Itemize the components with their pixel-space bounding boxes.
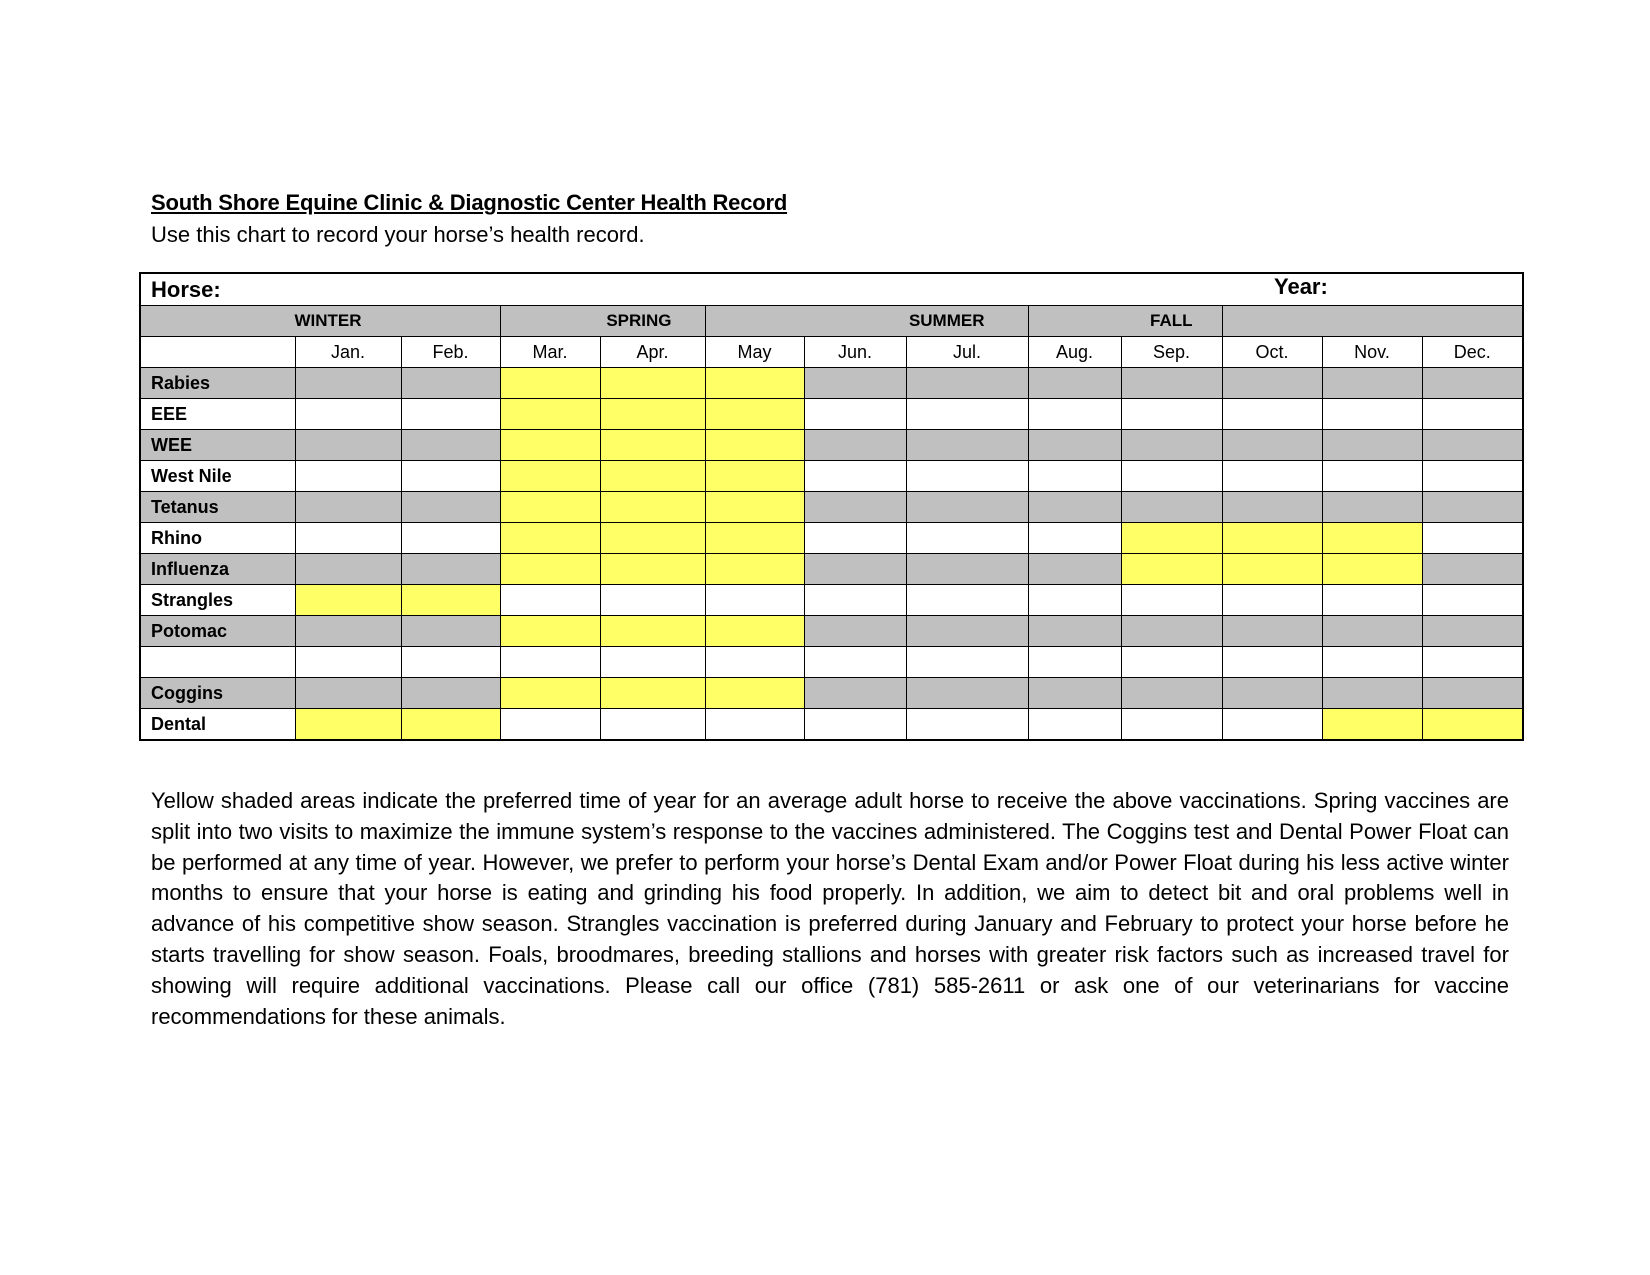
preferred-month-cell[interactable] xyxy=(500,430,600,461)
row-label: WEE xyxy=(140,430,295,461)
record-cell[interactable] xyxy=(804,430,906,461)
preferred-month-cell[interactable] xyxy=(600,616,705,647)
record-cell[interactable] xyxy=(1028,678,1121,709)
record-cell[interactable] xyxy=(1322,492,1422,523)
record-cell[interactable] xyxy=(804,368,906,399)
record-cell[interactable] xyxy=(1028,492,1121,523)
record-cell[interactable] xyxy=(1222,647,1322,678)
record-cell[interactable] xyxy=(1322,461,1422,492)
record-cell[interactable] xyxy=(1121,430,1222,461)
row-label: Tetanus xyxy=(140,492,295,523)
preferred-month-cell[interactable] xyxy=(600,399,705,430)
record-cell[interactable] xyxy=(1121,709,1222,741)
season-winter: WINTER xyxy=(140,306,500,337)
row-label: Coggins xyxy=(140,678,295,709)
preferred-month-cell[interactable] xyxy=(705,461,804,492)
record-cell[interactable] xyxy=(1121,368,1222,399)
header-row xyxy=(140,273,1523,306)
preferred-month-cell[interactable] xyxy=(1121,554,1222,585)
record-cell[interactable] xyxy=(1422,461,1523,492)
record-cell[interactable] xyxy=(401,554,500,585)
record-cell[interactable] xyxy=(804,647,906,678)
record-cell[interactable] xyxy=(906,430,1028,461)
table-row xyxy=(140,616,1523,647)
record-cell[interactable] xyxy=(804,492,906,523)
record-cell[interactable] xyxy=(906,647,1028,678)
document-title: South Shore Equine Clinic & Diagnostic Center Health Record xyxy=(151,190,788,215)
row-label: Strangles xyxy=(140,585,295,616)
preferred-month-cell[interactable] xyxy=(600,523,705,554)
record-cell[interactable] xyxy=(705,585,804,616)
row-label xyxy=(140,647,295,678)
horse-label: Horse: xyxy=(151,276,221,302)
record-cell[interactable] xyxy=(1028,616,1121,647)
record-cell[interactable] xyxy=(804,709,906,741)
record-cell[interactable] xyxy=(906,709,1028,741)
record-cell[interactable] xyxy=(906,585,1028,616)
record-cell[interactable] xyxy=(600,585,705,616)
table-row xyxy=(140,430,1523,461)
record-cell[interactable] xyxy=(1422,430,1523,461)
month-jun: Jun. xyxy=(804,337,906,368)
preferred-month-cell[interactable] xyxy=(1121,523,1222,554)
record-cell[interactable] xyxy=(401,678,500,709)
preferred-month-cell[interactable] xyxy=(705,399,804,430)
table-row xyxy=(140,461,1523,492)
record-cell[interactable] xyxy=(804,523,906,554)
record-cell[interactable] xyxy=(1028,523,1121,554)
table-row xyxy=(140,585,1523,616)
record-cell[interactable] xyxy=(1422,585,1523,616)
record-cell[interactable] xyxy=(804,399,906,430)
record-cell[interactable] xyxy=(401,616,500,647)
record-cell[interactable] xyxy=(1222,492,1322,523)
month-mar: Mar. xyxy=(500,337,600,368)
record-cell[interactable] xyxy=(1121,585,1222,616)
preferred-month-cell[interactable] xyxy=(500,616,600,647)
record-cell[interactable] xyxy=(804,678,906,709)
month-aug: Aug. xyxy=(1028,337,1121,368)
record-cell[interactable] xyxy=(1422,492,1523,523)
month-nov: Nov. xyxy=(1322,337,1422,368)
table-row xyxy=(140,554,1523,585)
preferred-month-cell[interactable] xyxy=(1322,523,1422,554)
record-cell[interactable] xyxy=(1222,709,1322,741)
record-cell[interactable] xyxy=(1028,554,1121,585)
record-cell[interactable] xyxy=(1121,492,1222,523)
record-cell[interactable] xyxy=(295,492,401,523)
record-cell[interactable] xyxy=(1121,647,1222,678)
row-label: Rabies xyxy=(140,368,295,399)
record-cell[interactable] xyxy=(1222,399,1322,430)
record-cell[interactable] xyxy=(295,523,401,554)
record-cell[interactable] xyxy=(906,368,1028,399)
record-cell[interactable] xyxy=(401,492,500,523)
table-row xyxy=(140,399,1523,430)
row-label: West Nile xyxy=(140,461,295,492)
season-spring: SPRING xyxy=(500,306,705,337)
record-cell[interactable] xyxy=(500,647,600,678)
record-cell[interactable] xyxy=(1422,523,1523,554)
season-summer: SUMMER xyxy=(705,306,1028,337)
record-cell[interactable] xyxy=(906,461,1028,492)
table-row xyxy=(140,709,1523,741)
preferred-month-cell[interactable] xyxy=(600,492,705,523)
record-cell[interactable] xyxy=(1322,678,1422,709)
health-record-table xyxy=(139,272,1524,741)
record-cell[interactable] xyxy=(1322,430,1422,461)
record-cell[interactable] xyxy=(1121,616,1222,647)
record-cell[interactable] xyxy=(906,523,1028,554)
record-cell[interactable] xyxy=(295,430,401,461)
preferred-month-cell[interactable] xyxy=(500,461,600,492)
record-cell[interactable] xyxy=(705,709,804,741)
preferred-month-cell[interactable] xyxy=(705,430,804,461)
record-cell[interactable] xyxy=(1028,461,1121,492)
record-cell[interactable] xyxy=(906,554,1028,585)
record-cell[interactable] xyxy=(1028,430,1121,461)
record-cell[interactable] xyxy=(1028,585,1121,616)
preferred-month-cell[interactable] xyxy=(705,554,804,585)
record-cell[interactable] xyxy=(1028,709,1121,741)
preferred-month-cell[interactable] xyxy=(500,368,600,399)
preferred-month-cell[interactable] xyxy=(401,585,500,616)
record-cell[interactable] xyxy=(600,709,705,741)
record-cell[interactable] xyxy=(906,492,1028,523)
preferred-month-cell[interactable] xyxy=(600,678,705,709)
record-cell[interactable] xyxy=(1222,678,1322,709)
record-cell[interactable] xyxy=(401,368,500,399)
record-cell[interactable] xyxy=(1222,430,1322,461)
preferred-month-cell[interactable] xyxy=(500,678,600,709)
record-cell[interactable] xyxy=(1121,399,1222,430)
record-cell[interactable] xyxy=(1121,678,1222,709)
record-cell[interactable] xyxy=(1322,399,1422,430)
record-cell[interactable] xyxy=(1121,461,1222,492)
season-spacer xyxy=(1222,306,1523,337)
preferred-month-cell[interactable] xyxy=(705,368,804,399)
row-label: Potomac xyxy=(140,616,295,647)
record-cell[interactable] xyxy=(1222,616,1322,647)
table-row xyxy=(140,368,1523,399)
preferred-month-cell[interactable] xyxy=(500,492,600,523)
record-cell[interactable] xyxy=(295,616,401,647)
preferred-month-cell[interactable] xyxy=(1422,709,1523,741)
preferred-month-cell[interactable] xyxy=(500,523,600,554)
record-cell[interactable] xyxy=(1222,368,1322,399)
record-cell[interactable] xyxy=(906,616,1028,647)
month-may: May xyxy=(705,337,804,368)
preferred-month-cell[interactable] xyxy=(705,616,804,647)
preferred-month-cell[interactable] xyxy=(1322,554,1422,585)
record-cell[interactable] xyxy=(295,554,401,585)
year-label: Year: xyxy=(1274,274,1328,299)
record-cell[interactable] xyxy=(295,647,401,678)
row-label: Influenza xyxy=(140,554,295,585)
preferred-month-cell[interactable] xyxy=(500,399,600,430)
month-feb: Feb. xyxy=(401,337,500,368)
record-cell[interactable] xyxy=(295,678,401,709)
preferred-month-cell[interactable] xyxy=(1222,523,1322,554)
record-cell[interactable] xyxy=(906,399,1028,430)
record-cell[interactable] xyxy=(804,554,906,585)
record-cell[interactable] xyxy=(401,430,500,461)
preferred-month-cell[interactable] xyxy=(705,678,804,709)
record-cell[interactable] xyxy=(500,585,600,616)
record-cell[interactable] xyxy=(1222,585,1322,616)
preferred-month-cell[interactable] xyxy=(705,492,804,523)
preferred-month-cell[interactable] xyxy=(705,523,804,554)
table-row xyxy=(140,678,1523,709)
record-cell[interactable] xyxy=(1422,616,1523,647)
explanation-paragraph: Yellow shaded areas indicate the preferred time of year for an average adult horse to receive the above vaccinations. Spring vaccines are split into two visits to maximize the immune system’s response to the vaccines administered. The Coggins test and Dental Power Float can be performed at any time of year. However, we prefer to perform your horse’s Dental Exam and/or Power Float during his less active winter months to ensure that your horse is eating and grinding his food properly. In addition, we aim to detect bit and oral problems well in advance of his competitive show season. Strangles vaccination is preferred during January and February to protect your horse before he starts travelling for show season. Foals, broodmares, breeding stallions and horses with greater risk factors such as increased travel for showing will require additional vaccinations. Please call our office (781) 585-2611 or ask one of our veterinarians for vaccine recommendations for these animals. xyxy=(151,788,1509,1029)
month-jul: Jul. xyxy=(906,337,1028,368)
month-jan: Jan. xyxy=(295,337,401,368)
seasons-row xyxy=(140,306,1523,337)
record-cell[interactable] xyxy=(401,523,500,554)
record-cell[interactable] xyxy=(1322,616,1422,647)
record-cell[interactable] xyxy=(500,709,600,741)
record-cell[interactable] xyxy=(1028,399,1121,430)
record-cell[interactable] xyxy=(401,647,500,678)
record-cell[interactable] xyxy=(705,647,804,678)
record-cell[interactable] xyxy=(1422,647,1523,678)
record-cell[interactable] xyxy=(401,399,500,430)
record-cell[interactable] xyxy=(295,399,401,430)
record-cell[interactable] xyxy=(1322,368,1422,399)
record-cell[interactable] xyxy=(1028,368,1121,399)
document-subtitle: Use this chart to record your horse’s health record. xyxy=(151,222,645,247)
header-cell xyxy=(140,273,1523,306)
preferred-month-cell[interactable] xyxy=(600,554,705,585)
record-cell[interactable] xyxy=(1322,647,1422,678)
record-cell[interactable] xyxy=(1322,585,1422,616)
preferred-month-cell[interactable] xyxy=(600,430,705,461)
preferred-month-cell[interactable] xyxy=(401,709,500,741)
preferred-month-cell[interactable] xyxy=(500,554,600,585)
month-oct: Oct. xyxy=(1222,337,1322,368)
record-cell[interactable] xyxy=(804,616,906,647)
season-fall: FALL xyxy=(1028,306,1222,337)
month-sep: Sep. xyxy=(1121,337,1222,368)
preferred-month-cell[interactable] xyxy=(600,461,705,492)
months-row xyxy=(140,337,1523,368)
month-apr: Apr. xyxy=(600,337,705,368)
table-row xyxy=(140,492,1523,523)
record-cell[interactable] xyxy=(804,585,906,616)
record-cell[interactable] xyxy=(600,647,705,678)
record-cell[interactable] xyxy=(1422,554,1523,585)
record-cell[interactable] xyxy=(1222,461,1322,492)
preferred-month-cell[interactable] xyxy=(1322,709,1422,741)
preferred-month-cell[interactable] xyxy=(295,709,401,741)
preferred-month-cell[interactable] xyxy=(295,585,401,616)
record-cell[interactable] xyxy=(906,678,1028,709)
row-label: Rhino xyxy=(140,523,295,554)
month-header-blank xyxy=(140,337,295,368)
row-label: Dental xyxy=(140,709,295,741)
row-label: EEE xyxy=(140,399,295,430)
record-cell[interactable] xyxy=(1422,368,1523,399)
record-cell[interactable] xyxy=(1422,678,1523,709)
month-dec: Dec. xyxy=(1422,337,1523,368)
table-row xyxy=(140,647,1523,678)
record-cell[interactable] xyxy=(1028,647,1121,678)
record-cell[interactable] xyxy=(804,461,906,492)
table-row xyxy=(140,523,1523,554)
record-cell[interactable] xyxy=(295,368,401,399)
preferred-month-cell[interactable] xyxy=(600,368,705,399)
record-cell[interactable] xyxy=(1422,399,1523,430)
preferred-month-cell[interactable] xyxy=(1222,554,1322,585)
record-cell[interactable] xyxy=(401,461,500,492)
record-cell[interactable] xyxy=(295,461,401,492)
